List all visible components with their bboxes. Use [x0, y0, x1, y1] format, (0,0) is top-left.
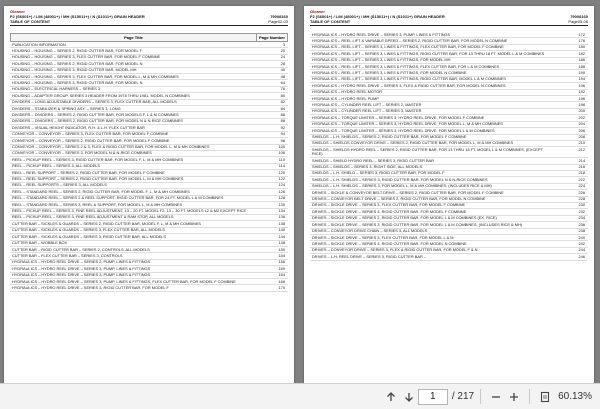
toc-row-title: DIVIDERS – LONG ADJUSTABLE DIVIDERS – SERIES 3, FLEX CUTTER BAR, ALL MODELS [12, 99, 177, 105]
toolbar-separator [480, 389, 481, 404]
toc-row-page: 24 [280, 54, 285, 60]
toc-label: TABLE OF CONTENT [10, 19, 51, 24]
toc-row-title: REEL – PICKUP REEL – SERIES 3, FINE REEL ADJUSTMENT, 13 – 20 FT. MODEL F2, 13 – 30 FT. MODELS L2 & M2 EXCEPT RICE [12, 208, 247, 214]
toc-row-page: 136 [278, 214, 285, 220]
toc-row-page: 20 [280, 47, 285, 53]
toc-row-title: HYDRAULICS – REEL LIFT – SERIES 3, LINES & FITTINGS, FLEX CUTTER BAR, FOR L & M COMBINES [312, 63, 500, 69]
toc-row-page: 148 [278, 240, 285, 246]
toc-row-page: 176 [578, 37, 585, 43]
plus-icon [508, 391, 520, 403]
minus-icon [490, 391, 502, 403]
toc-row-title: CUTTER BAR – FLEX CUTTER BAR – SERIES 3, CONTROLS [12, 252, 123, 258]
toc-row-title: CUTTER BAR – WOBBLE BOX [12, 240, 68, 246]
toc-row-title: REEL – PICKUP REEL – SERIES 3, ALL MODELS [12, 163, 100, 169]
pdf-page-right [304, 6, 594, 383]
toc-row-page: 154 [278, 252, 285, 258]
toc-row-page: 76 [280, 86, 285, 92]
toc-row-page: 28 [280, 60, 285, 66]
toc-row-page: 204 [578, 121, 585, 127]
toc-row-title: HYDRAULICS – HYDRO REEL DRIVE – SERIES 3, FLEX & RIGID CUTTER BAR, FOR MODEL N COMBINES [312, 82, 506, 88]
toc-row-page: 94 [280, 131, 285, 137]
toc-row-page: 88 [280, 118, 285, 124]
model-line: F2 (S6001+) / L/M (48001+) / MH (S15011+) / N (S1011+) GRAIN HEADER [310, 14, 445, 19]
toc-row-page: 138 [278, 220, 285, 226]
toc-row-title: SHIELDS – SHIELDS CONVEYOR DRIVE – SERIES 2, RIGID CUTTER BAR, FOR MODEL L, M & MH COMBINES [312, 140, 514, 146]
toc-row-title: HYDRAULICS – TORQUE LIMITER – SERIES 3, HYDRO REEL DRIVE, FOR MODEL L & M COMBINES [312, 127, 495, 133]
toc-column-header [10, 33, 288, 42]
arrow-up-icon [385, 391, 397, 403]
toc-row-page: 186 [578, 57, 585, 63]
toc-row-title: CUTTER BAR – RIGID CUTTER BAR – SERIES 2, CONTROLS, ALL MODELS [12, 246, 150, 252]
toc-row-page: 238 [578, 228, 585, 234]
column-title-header: Page Title [124, 35, 143, 40]
toc-row-title: DIVIDERS – DIVIDERS – SERIES 2, RIGID CUTTER BAR, FOR MODELS F, L & M COMBINES [12, 111, 179, 117]
toc-row-title: CONVEYOR – CONVEYOR – SERIES 3, FOR MODEL N & N-RICE COMBINES [12, 150, 152, 156]
toc-row-title: REEL – REEL SUPPORTS – SERIES 3, ALL MODELS [12, 182, 107, 188]
toc-row-page: 244 [578, 247, 585, 253]
toc-row-page: 130 [278, 201, 285, 207]
toc-row-page: 232 [578, 208, 585, 214]
toc-row-title: HOUSING – HOUSING – SERIES 2, RIGID CUTTER BAR, FOR MODEL F [12, 47, 142, 53]
toc-row-title: SHIELDS – L.H. SHIELDS – SERIES 3, FOR MODEL L, M & MH COMBINES, (INCLUDES RICE & MH) [312, 183, 492, 189]
pdf-page-left [4, 6, 294, 383]
toc-row-page: 240 [578, 234, 585, 240]
zoom-in-button[interactable] [505, 388, 523, 406]
toc-row[interactable] [310, 254, 588, 260]
toc-row-title: HYDRAULICS – REEL LIFT & VARIABLE SPEED – SERIES 2, RIGID CUTTER BAR, FOR MODEL N COMBINE [312, 37, 508, 43]
toc-row-title: REEL – STANDARD REEL – SERIES 2 & REEL SUPPORT, RIGID CUTTER BAR, FOR 24 FT. MODEL L & M COMBINES [12, 195, 224, 201]
toc-row-title: DRIVES – SICKLE DRIVE – SERIES 3, RIGID CUTTER BAR, FOR MODEL N COMBINE [312, 240, 467, 246]
toc-row-title: DRIVES – SICKLE DRIVE – SERIES 3, FLEX CUTTER BAR, FOR MODEL F COMBINE [312, 202, 466, 208]
toc-row-title: DRIVES – CONVEYOR DRIVE – SERIES 3, FLEX & RIGID CUTTER BAR, FOR MODEL F & N [312, 247, 478, 253]
toc-row-page: 128 [278, 195, 285, 201]
toc-row-page: 126 [278, 188, 285, 194]
toc-row-page: 110 [278, 156, 285, 162]
toc-row[interactable] [10, 285, 288, 291]
toc-row-page: 208 [578, 134, 585, 139]
toc-row-page: 194 [578, 76, 585, 82]
toc-list-left [10, 42, 288, 292]
arrow-down-icon [403, 391, 415, 403]
toc-row-page: 226 [578, 189, 585, 195]
toc-row-page: 180 [578, 44, 585, 50]
toc-row-page: 3 [282, 41, 285, 47]
toc-row-title: DRIVES – L.H. REEL DRIVE – SERIES 3, RIGID CUTTER BAR – [312, 253, 427, 259]
toc-row-title: SHIELDS – SHIELD HYDRO REEL – SERIES 3, RIGID CUTTER BAR [312, 157, 435, 163]
toc-row-page: 106 [278, 150, 285, 156]
fit-page-button[interactable] [536, 388, 554, 406]
brand-name: Gleaner [10, 9, 25, 14]
fit-page-icon [539, 391, 551, 403]
toc-row-page: 140 [278, 227, 285, 233]
toc-row-page: 224 [578, 183, 585, 189]
toc-row-page: 96 [280, 137, 285, 143]
toc-row-page: 122 [278, 176, 285, 182]
header-divider [310, 25, 588, 26]
toc-row-page: 214 [578, 157, 585, 163]
toc-row-page: 196 [578, 95, 585, 101]
toc-row-page: 134 [278, 208, 285, 214]
toc-row-page: 218 [578, 170, 585, 176]
toc-row-page: 234 [578, 215, 585, 221]
toc-row-title: HOUSING – ADAPTER GROUP, SERIES 3 HEADER FROM 1978 THRU 1981, MODEL N COMBINES [12, 92, 190, 98]
toc-row-page: 80 [280, 92, 285, 98]
toc-row-page: 182 [578, 50, 585, 56]
toc-row-page: 124 [278, 182, 285, 188]
toc-row-title: HYDRAULICS – REEL LIFT – SERIES 3, LINES & FITTINGS, FLEX CUTTER BAR, FOR MODEL F COMBINE [312, 44, 504, 50]
toc-row-title: HYDRAULICS – HYDRO REEL DRIVE – SERIES 3, PUMP, LINES & FITTINGS [12, 265, 151, 271]
toc-row-title: HYDRAULICS – TORQUE LIMITER – SERIES 3, HYDRO REEL DRIVE, FOR MODEL F COMBINE [312, 114, 485, 120]
toc-row-title: DRIVES – CONVEYOR BELT DRIVE – SERIES 2, RIGID CUTTER BAR, FOR MODEL N COMBINE [312, 196, 486, 202]
toc-row-title: PUBLICATION INFORMATION [12, 41, 66, 47]
toc-row-page: 222 [578, 176, 585, 182]
toc-row-page: 86 [280, 111, 285, 117]
toc-row-page: 120 [278, 169, 285, 175]
toc-row-title: HYDRAULICS – CYLINDER REEL LIFT – SERIES 2, MASTER [312, 101, 422, 107]
toc-row-title: SHIELDS – L.H. SHIELD – SERIES 3, RIGID CUTTER BAR, FOR MODEL F [312, 170, 445, 176]
toc-row-title: HYDRAULICS – HYDRO REEL MOTOR [312, 89, 383, 95]
toc-row-title: CONVEYOR – CONVEYOR – SERIES 2 & 3, FLEX & RIGID CUTTER BAR, FOR MODEL L, M & MH COMBINES [12, 144, 210, 149]
document-number: 79008160 [270, 14, 288, 19]
toc-row-title: SHIELDS – SHIELDS – SERIES 3, RIGHT SIDE, ALL MODELS [312, 164, 423, 170]
toc-row-page: 48 [280, 73, 285, 79]
page-number-label: Page02-03 [268, 19, 288, 24]
toc-row-title: HOUSING – HOUSING – SERIES 2, RIGID CUTTER BAR, FOR MODEL N [12, 60, 143, 66]
toc-row-page: 64 [280, 79, 285, 85]
toc-row-page: 236 [578, 221, 585, 227]
toc-row-title: CONVEYOR – CONVEYOR – SERIES 2, RIGID CUTTER BAR, FOR MODEL F COMBINE [12, 137, 170, 143]
toc-row-page: 160 [278, 265, 285, 271]
toc-row-page: 82 [280, 99, 285, 105]
toc-row-title: DIVIDERS – STABILIZER & SPRING ASY. – SERIES 3, LONG [12, 105, 121, 111]
toc-row-title: HYDRAULICS – REEL LIFT – SERIES 3, LINES & FITTINGS, FOR MODEL N COMBINE [312, 69, 467, 75]
toc-row-title: HOUSING – ELECTRICAL HARNESS – SERIES 3 [12, 86, 101, 92]
toc-row-title: REEL – STANDARD REEL – SERIES 3, REEL & SUPPORT, FOR MODEL L, M & MH COMBINES [12, 201, 183, 207]
toc-row-title: REEL – PICKUP REEL – SERIES 3, FINE REEL ADJUSTMENT & RAM STOP, ALL MODELS [12, 214, 174, 220]
toc-row-title: CONVEYOR – CONVEYOR – SERIES 3, FLEX CUTTER BAR, FOR MODEL F COMBINE [12, 131, 169, 137]
toc-row-page: 188 [578, 63, 585, 69]
toc-row-title: REEL – STANDARD REEL – SERIES 2, RIGID CUTTER BAR, FOR MODEL F, L, M & MH COMBINES [12, 188, 190, 194]
page-header [4, 6, 294, 33]
toc-row-title: SHIELDS – SHIELDS HYDRO REEL – SERIES 2, RIGID CUTTER BAR, FOR 13 THRU 18 FT. MODEL L & M COMBINES, (EXCEPT RICE) [312, 146, 543, 157]
zoom-out-button[interactable] [487, 388, 505, 406]
toc-row-title: DRIVES – SICKLE DRIVE – SERIES 3, FLEX CUTTER BAR, FOR MODEL L & M [312, 234, 454, 240]
toc-row-title: HYDRAULICS – HYDRO REEL PUMP [312, 95, 379, 101]
toc-row-title: CUTTER BAR – SICKLES & GUARDS – SERIES 3, FLEX CUTTER BAR, ALL MODELS [12, 227, 165, 233]
toc-row-title: HYDRAULICS – HYDRO REEL DRIVE – SERIES 3, PUMP, LINES & FITTINGS [12, 272, 151, 278]
next-page-button[interactable] [400, 388, 418, 406]
toc-row-title: HYDRAULICS – HYDRO REEL DRIVE – SERIES 3, RIGID CUTTER BAR, FOR MODEL F [12, 284, 169, 290]
toc-row-title: DRIVES – SICKLE DRIVE – SERIES 3, RIGID CUTTER BAR, FOR MODEL F COMBINE [312, 208, 467, 214]
toc-row-title: HYDRAULICS – REEL LIFT – SERIES 3, LINES & FITTINGS, RIGID CUTTER BAR, FOR 13 THRU 18 FT. MODEL L & M COMBINES [312, 50, 545, 56]
toc-row-page: 170 [278, 284, 285, 290]
toc-row-page: 210 [578, 140, 585, 146]
toc-row-title: HYDRAULICS – REEL LIFT – SERIES 3, LINES & FITTINGS, FOR MODEL MH [312, 57, 451, 63]
toc-row[interactable] [310, 147, 588, 158]
toc-row-title: CUTTER BAR – SICKLES & GUARDS – SERIES 2, RIGID CUTTER BAR, MODEL F, L, M & MH COMBINES [12, 220, 202, 226]
page-number-label: Page05-06 [568, 19, 588, 24]
toc-row-title: HOUSING – HOUSING – SERIES 3, FLEX CUTTER BAR, FOR MODEL L, M & MH COMBINES [12, 73, 179, 79]
toolbar-separator [529, 389, 530, 404]
toc-row-page: 228 [578, 196, 585, 202]
toc-row-title: HYDRAULICS – HYDRO REEL DRIVE – SERIES 3, PUMP, LINES & FITTINGS, FLEX CUTTER BAR, FOR MODEL F COMBINE [12, 278, 236, 284]
toc-row-page: 200 [578, 108, 585, 114]
toc-row-page: 166 [278, 278, 285, 284]
toc-row-page: 230 [578, 202, 585, 208]
toc-row-page: 198 [578, 101, 585, 107]
toc-row-title: REEL – PICKUP REEL – SERIES 3, RIGID CUTTER BAR, FOR MODEL F, L, M & MH COMBINES [12, 156, 184, 162]
toc-row-title: SHIELDS – L.H. SHIELDS – SERIES 3, RIGID CUTTER BAR, FOR MODEL N & N-RICE COMBINES [312, 176, 488, 182]
page-header [304, 6, 594, 33]
toc-row-page: 164 [278, 272, 285, 278]
toc-row-title: REEL – REEL SUPPORT – SERIES 2, RIGID CUTTER BAR, FOR MODEL F COMBINE [12, 169, 165, 175]
model-line: F2 (S6001+) / L/M (48001+) / MH (S15011+) / N (S1011+) GRAIN HEADER [10, 14, 145, 19]
toc-row-title: REEL – REEL SUPPORT – SERIES 2, RIGID CUTTER BAR, FOR MODEL L, M & MH COMBINES [12, 176, 184, 182]
toc-row-page: 114 [278, 163, 285, 169]
page-number-input[interactable]: 1 [418, 389, 448, 405]
toc-row-page: 150 [278, 246, 285, 252]
toc-row-page: 216 [578, 164, 585, 170]
toc-row-page: 156 [278, 259, 285, 265]
toc-row-title: DRIVES – SICKLE & CONVEYOR BELT DRIVE – SERIES 2, RIGID CUTTER BAR, FOR MODEL F COMBINE [312, 189, 504, 195]
toc-row-page: 100 [278, 144, 285, 149]
zoom-level[interactable]: 60.13% [558, 391, 592, 402]
toc-row-title: HYDRAULICS – HYDRO REEL DRIVE – SERIES 3, PUMP, LINES & FITTINGS [312, 31, 451, 37]
toc-row-page: 196 [578, 82, 585, 88]
brand-name: Gleaner [310, 9, 325, 14]
toc-row-page: 144 [278, 233, 285, 239]
toc-row-page: 84 [280, 105, 285, 111]
previous-page-button[interactable] [382, 388, 400, 406]
toc-row-title: HOUSING – HOUSING – SERIES 3, RIGID CUTTER BAR, FOR MODEL N [12, 79, 143, 85]
toc-row-title: HYDRAULICS – TORQUE LIMITER – SERIES 3, HYDRO REEL DRIVE, FOR MODEL L, M & MH COMBINES [312, 121, 503, 127]
toc-row-page: 212 [578, 146, 585, 152]
toc-row-title: DIVIDERS – DIVIDERS – SERIES 2, RIGID CUTTER BAR, FOR MODEL N & N-RICE COMBINES [12, 118, 183, 124]
toc-row-title: DIVIDERS – VISUAL HEIGHT INDICATOR, R.H. & L.H. FLEX CUTTER BAR [12, 124, 145, 130]
page-count: / 217 [451, 391, 475, 402]
toc-row-title: DRIVES – CONVEYOR DRIVE CHAIN – SERIES 3, ALL MODELS [312, 228, 428, 234]
toc-row-page: 190 [578, 69, 585, 75]
toc-row-title: CUTTER BAR – SICKLES & GUARDS – SERIES 3, RIGID CUTTER BAR, ALL MODELS [12, 233, 167, 239]
toc-row-page: 172 [578, 31, 585, 37]
toc-row-page: 192 [578, 89, 585, 95]
toc-row-title: HOUSING – HOUSING – SERIES 3, FLEX CUTTER BAR, FOR MODEL F COMBINE [12, 54, 161, 60]
toc-row-page: 40 [280, 67, 285, 73]
toc-row-page: 92 [280, 124, 285, 130]
toc-row-title: HYDRAULICS – CYLINDER REEL LIFT – SERIES 3, MASTER [312, 108, 422, 114]
column-page-header: Page Number [256, 34, 287, 41]
toc-row-title: DRIVES – SICKLE DRIVE – SERIES 3, RIGID CUTTER BAR, FOR MODEL L & M COMBINES, (INCLUDES RICE & MH) [312, 221, 523, 227]
toc-row-title: SHIELDS – L.H. SHIELDS – SERIES 2, RIGID CUTTER BAR, FOR MODEL F COMBINE [312, 134, 467, 139]
toc-list-right [310, 32, 588, 261]
header-divider [10, 25, 288, 26]
toc-row-title: HOUSING – HOUSING – SERIES 3, RIGID CUTTER BAR, MODEL MH [12, 67, 137, 73]
toc-row-title: HYDRAULICS – REEL LIFT – SERIES 3, LINES & FITTINGS, RIGID CUTTER BAR, MODEL L & M COMBINES [312, 76, 506, 82]
pdf-toolbar [0, 383, 600, 409]
toc-row-page: 206 [578, 127, 585, 133]
toc-row-title: DRIVES – SICKLE DRIVE – SERIES 2, RIGID CUTTER BAR, FOR MODEL L & M COMBINES (EX. RICE) [312, 215, 497, 221]
toc-row-page: 242 [578, 240, 585, 246]
toc-row-page: 202 [578, 114, 585, 120]
toc-row-page: 246 [578, 253, 585, 259]
toc-row-title: HYDRAULICS – HYDRO REEL DRIVE – SERIES 2, PUMP, LINES & FITTINGS [12, 259, 151, 265]
toc-label: TABLE OF CONTENT [310, 19, 351, 24]
document-number: 79008160 [570, 14, 588, 19]
